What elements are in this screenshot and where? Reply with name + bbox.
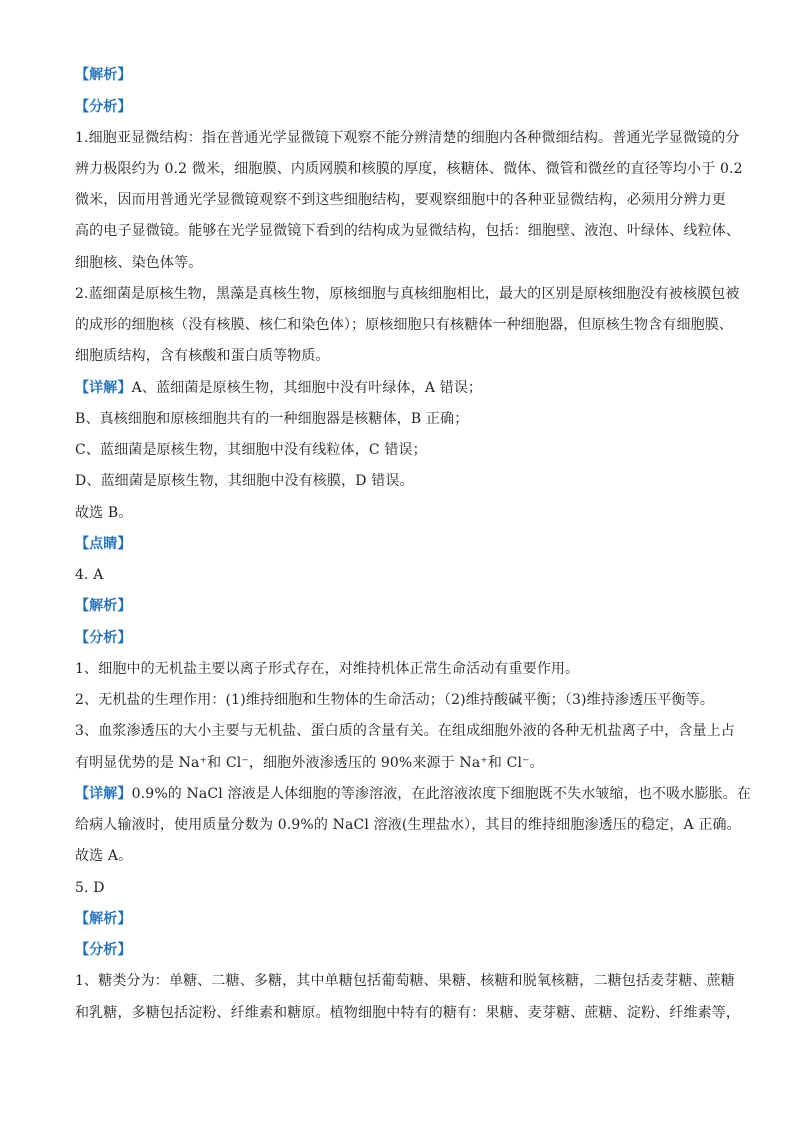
- option-line: C、蓝细菌是原核生物，其细胞中没有线粒体，C 错误；: [75, 442, 427, 458]
- section-heading-fenxi: 【分析】: [75, 942, 132, 958]
- paragraph-line: 的成形的细胞核（没有核膜、核仁和染色体）；原核细胞只有核糖体一种细胞器，但原核生物含有细胞膜、: [75, 317, 734, 333]
- section-heading-jiexi: 【解析】: [75, 911, 132, 927]
- question-number: 5. D: [75, 880, 105, 896]
- paragraph-line: 1、细胞中的无机盐主要以离子形式存在，对维持机体正常生命活动有重要作用。: [75, 661, 580, 677]
- question-number: 4. A: [75, 567, 104, 583]
- section-heading-jiexi: 【解析】: [75, 67, 132, 83]
- section-heading-fenxi: 【分析】: [75, 630, 132, 646]
- detail-line: 【详解】A、蓝细菌是原核生物，其细胞中没有叶绿体，A 错误；: [75, 380, 483, 396]
- paragraph-line: 辨力极限约为 0.2 微米，细胞膜、内质网膜和核膜的厚度，核糖体、微体、微管和微丝的直径等均小于 0.2: [75, 161, 743, 177]
- paragraph-line: 2、无机盐的生理作用：(1)维持细胞和生物体的生命活动；（2)维持酸碱平衡；（3)维持渗透压平衡等。: [75, 692, 714, 708]
- paragraph-line: 3、血浆渗透压的大小主要与无机盐、蛋白质的含量有关。在组成细胞外液的各种无机盐离子中，含量上占: [75, 723, 735, 739]
- paragraph-line: 给病人输液时，使用质量分数为 0.9%的 NaCl 溶液(生理盐水），其目的维持细胞渗透压的稳定，A 正确。: [75, 817, 741, 833]
- answer-line: 故选 B。: [75, 505, 133, 521]
- section-heading-fenxi: 【分析】: [75, 99, 132, 115]
- paragraph-line: 细胞质结构，含有核酸和蛋白质等物质。: [75, 348, 330, 364]
- paragraph-line: 1、糖类分为：单糖、二糖、多糖，其中单糖包括葡萄糖、果糖、核糖和脱氧核糖，二糖包括麦芽糖、蔗糖: [75, 973, 735, 989]
- paragraph-line: 2.蓝细菌是原核生物，黑藻是真核生物，原核细胞与真核细胞相比，最大的区别是原核细胞没有被核膜包被: [75, 286, 740, 302]
- detail-line: 【详解】0.9%的 NaCl 溶液是人体细胞的等渗溶液，在此溶液浓度下细胞既不失水皱缩，也不吸水膨胀。在: [75, 786, 752, 802]
- paragraph-line: 微米，因而用普通光学显微镜观察不到这些细胞结构，要观察细胞中的各种亚显微结构，必须用分辨力更: [75, 192, 726, 208]
- option-line: D、蓝细菌是原核生物，其细胞中没有核膜，D 错误。: [75, 473, 414, 489]
- paragraph-line: 和乳糖，多糖包括淀粉、纤维素和糖原。植物细胞中特有的糖有：果糖、麦芽糖、蔗糖、淀粉、纤维素等，: [75, 1005, 741, 1021]
- answer-line: 故选 A。: [75, 848, 133, 864]
- paragraph-line: 有明显优势的是 Na⁺和 Cl⁻，细胞外液渗透压的 90%来源于 Na⁺和 Cl⁻。: [75, 755, 544, 771]
- section-heading-jiexi: 【解析】: [75, 598, 132, 614]
- paragraph-line: 1.细胞亚显微结构：指在普通光学显微镜下观察不能分辨清楚的细胞内各种微细结构。普通光学显微镜的分: [75, 130, 740, 146]
- paragraph-line: 高的电子显微镜。能够在光学显微镜下看到的结构成为显微结构，包括：细胞壁、液泡、叶绿体、线粒体、: [75, 223, 741, 239]
- paragraph-line: 细胞核、染色体等。: [75, 255, 203, 271]
- section-heading-dianjing: 【点睛】: [75, 536, 132, 552]
- option-line: B、真核细胞和原核细胞共有的一种细胞器是核糖体，B 正确；: [75, 411, 469, 427]
